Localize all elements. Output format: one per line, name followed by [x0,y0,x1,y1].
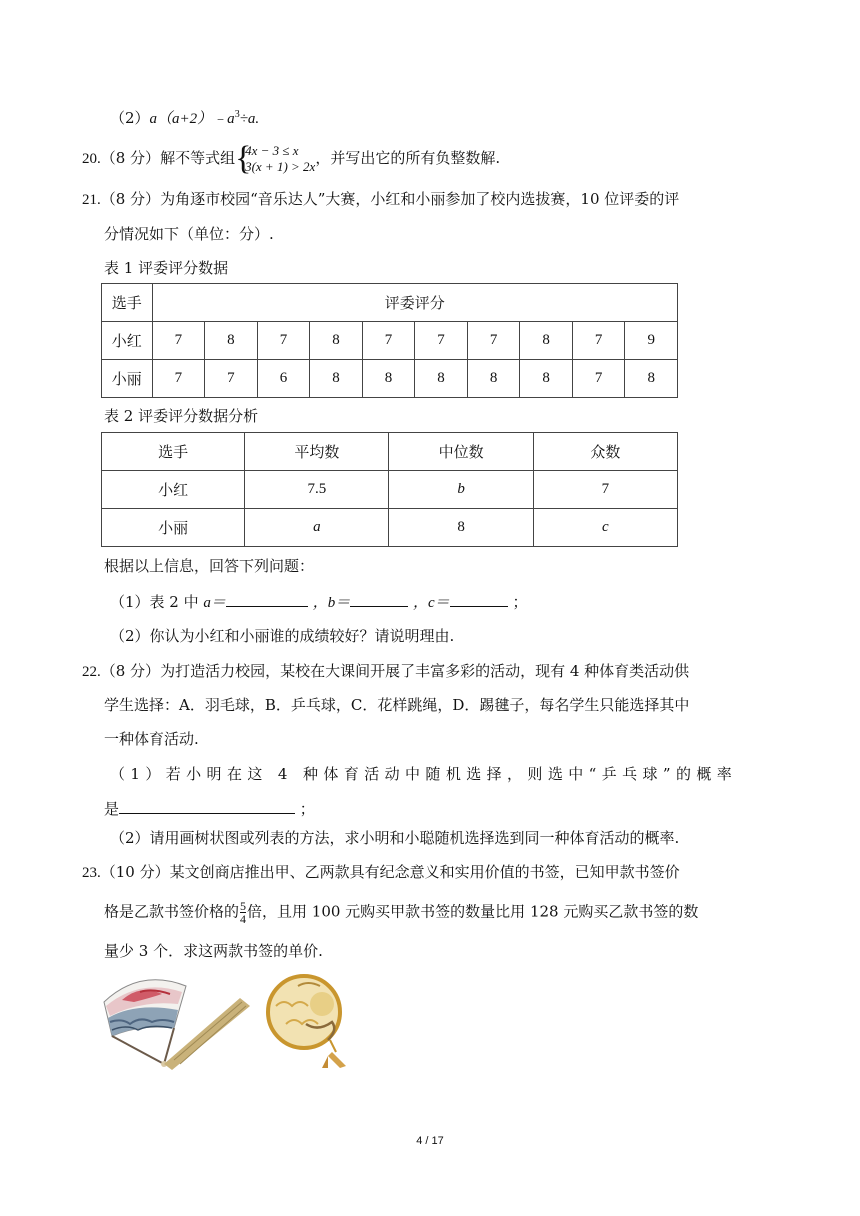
fraction-five-fourths: $\frac{5}{4}$ [240,899,247,926]
answer-blank-c[interactable] [450,590,508,607]
table-cell: 8 [467,360,520,398]
table-cell: 8 [362,360,415,398]
q22-text-line1: 22.（8 分）为打造活力校园，某校在大课间开展了丰富多彩的活动，现有 4 种体育类活动供 [82,662,690,680]
table-cell: 7 [415,322,468,360]
q23-text-line2: 格是乙款书签价格的 $\frac{5}{4}$ 倍，且用 100 元购买甲款书签的数量比用 128 元购买乙款书签的数 [104,899,699,926]
q22-text-line2: 学生选择：A．羽毛球，B．乒乓球，C．花样跳绳，D．踢毽子，每名学生只能选择其中 [104,696,690,714]
q22-sub1-line2: 是 ； [104,797,315,820]
table-cell: 选手 [102,433,245,471]
table-cell: 众数 [533,433,677,471]
brace-icon: { [235,140,252,177]
table-cell: 8 [310,360,363,398]
table-cell: 7 [467,322,520,360]
q22-sub2: （2）请用画树状图或列表的方法，求小明和小聪随机选择选到同一种体育活动的概率. [110,829,680,847]
table2-title: 表 2 评委评分数据分析 [104,407,259,425]
table-cell: 选手 [102,284,153,322]
answer-blank-b[interactable] [350,590,408,607]
table-cell: 小红 [102,471,245,509]
table-row [102,433,678,471]
table1-title: 表 1 评委评分数据 [104,259,229,277]
q19-part2: $(2)a(a+2)﹣a^3\div a$. [110,109,260,127]
table-cell: 8 [520,322,573,360]
q22-sub1-line1: （1）若小明在这 4 种体育活动中随机选择，则选中“乒乓球”的概率 [110,765,738,783]
table-row [102,471,678,509]
page-number: 4 / 17 [416,1135,444,1147]
q21-text-line1: 21.（8 分）为角逐市校园“音乐达人”大赛，小红和小丽参加了校内选拔赛，10 位评委的评 [82,190,680,208]
inequality-system: { 4x − 3 ≤ x 3(x + 1) > 2x [235,140,316,177]
q20-text: 20.（8 分）解不等式组 { 4x − 3 ≤ x 3(x + 1) > 2x ，并写出它的所有负整数解. [82,140,501,177]
table-cell: 小丽 [102,360,153,398]
round-bookmark-image [262,972,362,1072]
table-cell: c [533,509,677,547]
table-row [102,322,678,360]
table-cell: 8 [310,322,363,360]
fan-bookmark-image [100,972,256,1072]
table-cell: 平均数 [245,433,389,471]
table1-judge-scores [101,283,678,398]
table2-score-analysis [101,432,678,547]
table-cell: 7 [362,322,415,360]
table-cell: 8 [415,360,468,398]
table-row [102,509,678,547]
table-cell: 中位数 [389,433,533,471]
table-cell: 7 [152,322,205,360]
table-cell: 7 [572,322,625,360]
q21-prompt: 根据以上信息，回答下列问题： [104,557,315,575]
answer-blank-probability[interactable] [119,797,295,814]
q21-text-line2: 分情况如下（单位：分）. [104,225,274,243]
q21-sub1: （1）表 2 中 a＝ ，b＝ ，c＝ ； [110,590,527,614]
q22-text-line3: 一种体育活动. [104,730,199,748]
table-cell: 7 [257,322,310,360]
table-cell: 8 [625,360,678,398]
table-cell: 小丽 [102,509,245,547]
table-row [102,284,678,322]
table-cell: 小红 [102,322,153,360]
q23-text-line3: 量少 3 个．求这两款书签的单价. [104,942,323,960]
table-cell: 7 [152,360,205,398]
table-cell: 7 [533,471,677,509]
table-cell: 9 [625,322,678,360]
table-cell: a [245,509,389,547]
answer-blank-a[interactable] [226,590,308,607]
q23-text-line1: 23.（10 分）某文创商店推出甲、乙两款具有纪念意义和实用价值的书签，已知甲款书签价 [82,863,680,881]
table-cell: 8 [389,509,533,547]
table-cell: 评委评分 [152,284,677,322]
table-cell: 6 [257,360,310,398]
table-cell: 7 [572,360,625,398]
table-cell: b [389,471,533,509]
q21-sub2: （2）你认为小红和小丽谁的成绩较好？请说明理由. [110,627,455,645]
table-cell: 7 [205,360,258,398]
table-row [102,360,678,398]
table-cell: 8 [205,322,258,360]
table-cell: 7.5 [245,471,389,509]
table-cell: 8 [520,360,573,398]
